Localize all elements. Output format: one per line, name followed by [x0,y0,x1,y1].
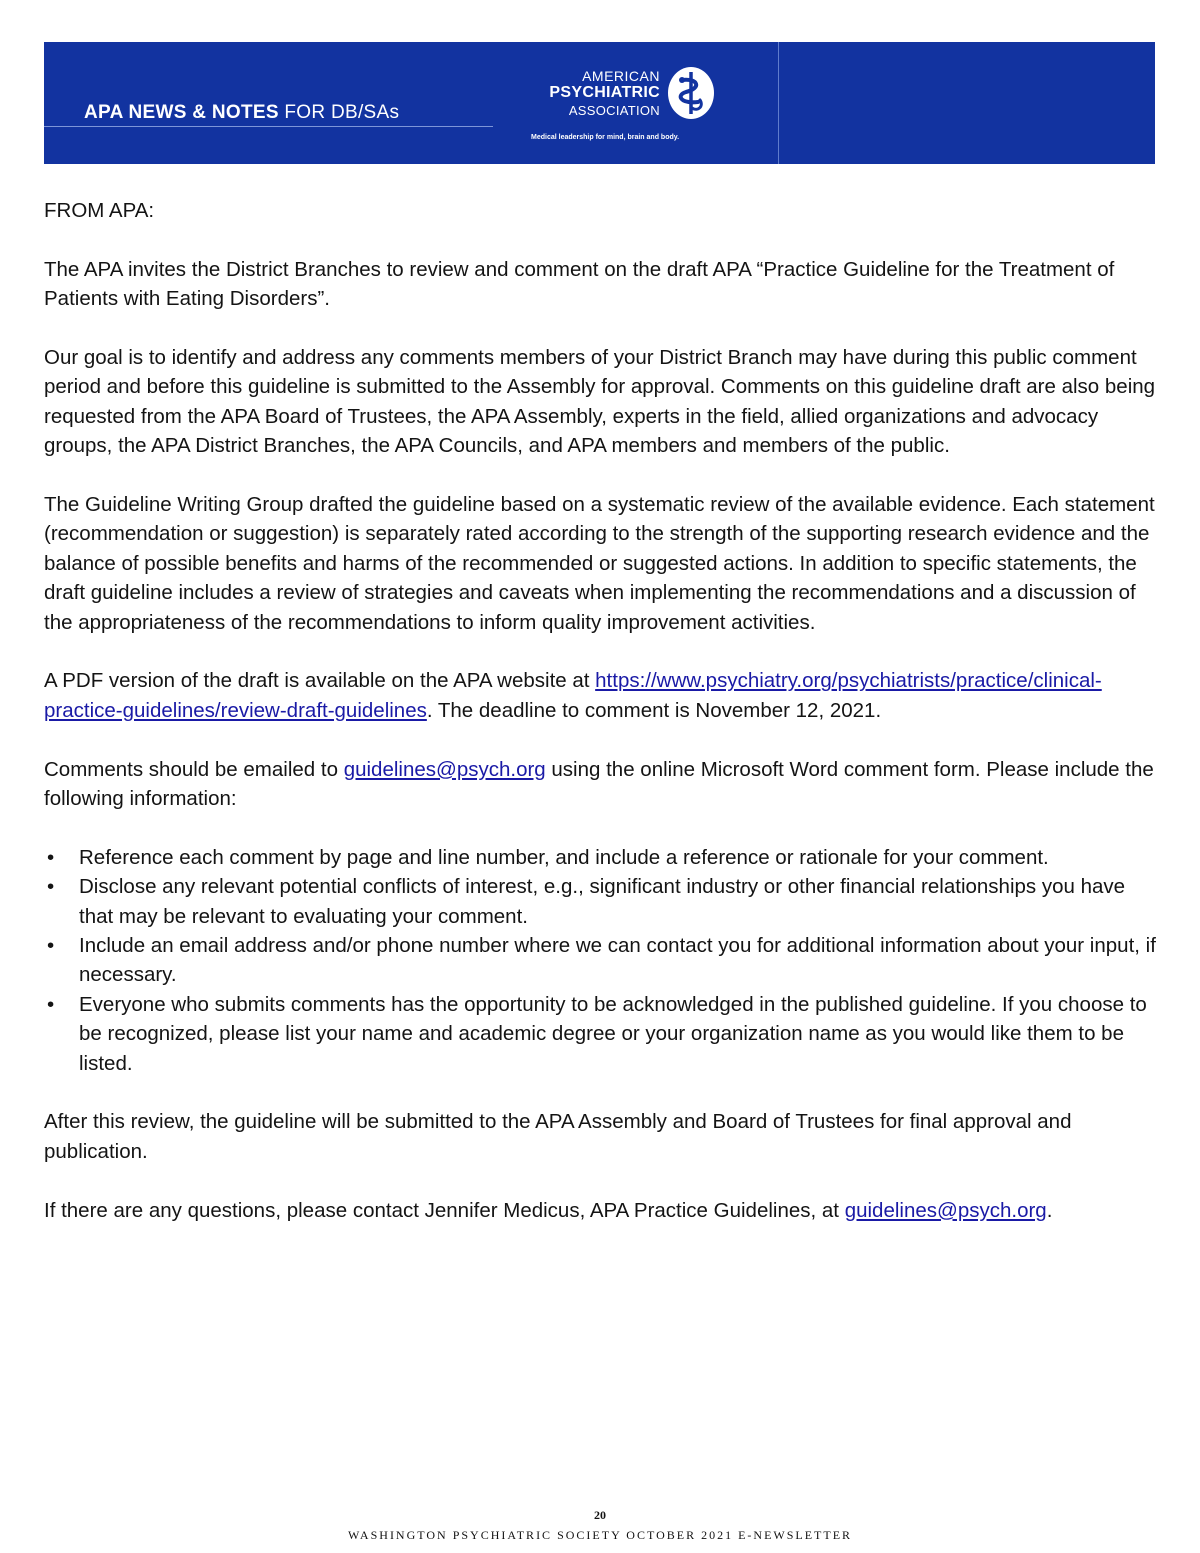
bullet-icon: • [47,845,55,869]
banner-underline [44,126,493,127]
list-item [44,872,1156,931]
apa-caduceus-icon [664,64,720,122]
bullet-icon: • [47,875,55,899]
logo-line-psychiatric: PSYCHIATRIC [549,84,660,101]
list-item [44,843,1156,872]
bullet-icon: • [47,934,55,958]
logo-line-association: ASSOCIATION [568,103,660,118]
email-text-after: using the online Microsoft Word comment form. Please include the following information: [44,757,1154,811]
list-item [44,931,1156,990]
list-item-text: Everyone who submits comments has the opportunity to be acknowledged in the published guideline. If you choose to be recognized, please list your name and academic degree or your organization name as you would like them to be listed. [79,992,1147,1075]
paragraph-after-review: After this review, the guideline will be submitted to the APA Assembly and Board of Trustees for final approval and publication. [44,1110,1072,1163]
list-item-text: Include an email address and/or phone number where we can contact you for additional information about your input, if necessary. [79,934,1156,987]
banner-title-light: FOR DB/SAs [278,102,400,123]
header-banner [44,42,1155,164]
article-body [44,196,1156,1254]
review-draft-guidelines-link[interactable]: https://www.psychiatry.org/psychiatrists/practice/clinical-practice-guidelines/review-draft-guidelines [44,669,1102,722]
contact-email-link[interactable]: guidelines@psych.org [844,1198,1047,1222]
bullet-icon: • [47,992,55,1016]
paragraph-contact [44,1196,1156,1225]
banner-title-bold: APA NEWS & NOTES [84,102,279,123]
pdf-text-before: A PDF version of the draft is available on the APA website at [44,669,596,693]
guidelines-email-link[interactable]: guidelines@psych.org [343,757,546,781]
banner-divider [778,42,779,164]
paragraph-invitation: The APA invites the District Branches to review and comment on the draft APA “Practice Guideline for the Treatment of Patients with Eating Disorders”. [44,257,1115,311]
contact-text-before: If there are any questions, please contact Jennifer Medicus, APA Practice Guidelines, at [44,1198,845,1222]
paragraph-pdf-version [44,666,1156,725]
banner-title [84,102,399,124]
list-item [44,990,1156,1078]
list-item-text: Disclose any relevant potential conflicts of interest, e.g., significant industry or other financial relationships you have that may be relevant to evaluating your comment. [79,875,1126,928]
email-text-before: Comments should be emailed to [44,757,344,781]
logo-tagline: Medical leadership for mind, brain and body. [531,134,680,141]
paragraph-goal: Our goal is to identify and address any comments members of your District Branch may have during this public comment period and before this guideline is submitted to the Assembly for approval. Comments on this guideline draft are also being requested from the APA Board of Trustees, the APA Assembly, experts in the field, allied organizations and advocacy groups, the APA District Branches, the APA Councils, and APA members and members of the public. [44,346,1156,458]
newsletter-footer: WASHINGTON PSYCHIATRIC SOCIETY OCTOBER 2021 E-NEWSLETTER [347,1528,853,1542]
information-list [44,843,1156,1078]
logo-line-american: AMERICAN [582,68,660,84]
paragraph-writing-group: The Guideline Writing Group drafted the guideline based on a systematic review of the available evidence. Each statement (recommendation or suggestion) is separately rated according to the strength of the supporting research evidence and the balance of possible benefits and harms of the recommended or suggested actions. In addition to specific statements, the draft guideline includes a review of strategies and caveats when implementing the recommendations and a discussion of the appropriateness of the recommendations to inform quality improvement activities. [44,493,1155,634]
list-item-text: Reference each comment by page and line number, and include a reference or rationale for your comment. [79,845,1049,869]
contact-text-after: . [1046,1198,1053,1222]
paragraph-email-instructions [44,755,1156,814]
page-number: 20 [594,1508,606,1522]
pdf-text-after: . The deadline to comment is November 12, 2021. [426,698,882,722]
section-heading: FROM APA: [44,199,155,222]
